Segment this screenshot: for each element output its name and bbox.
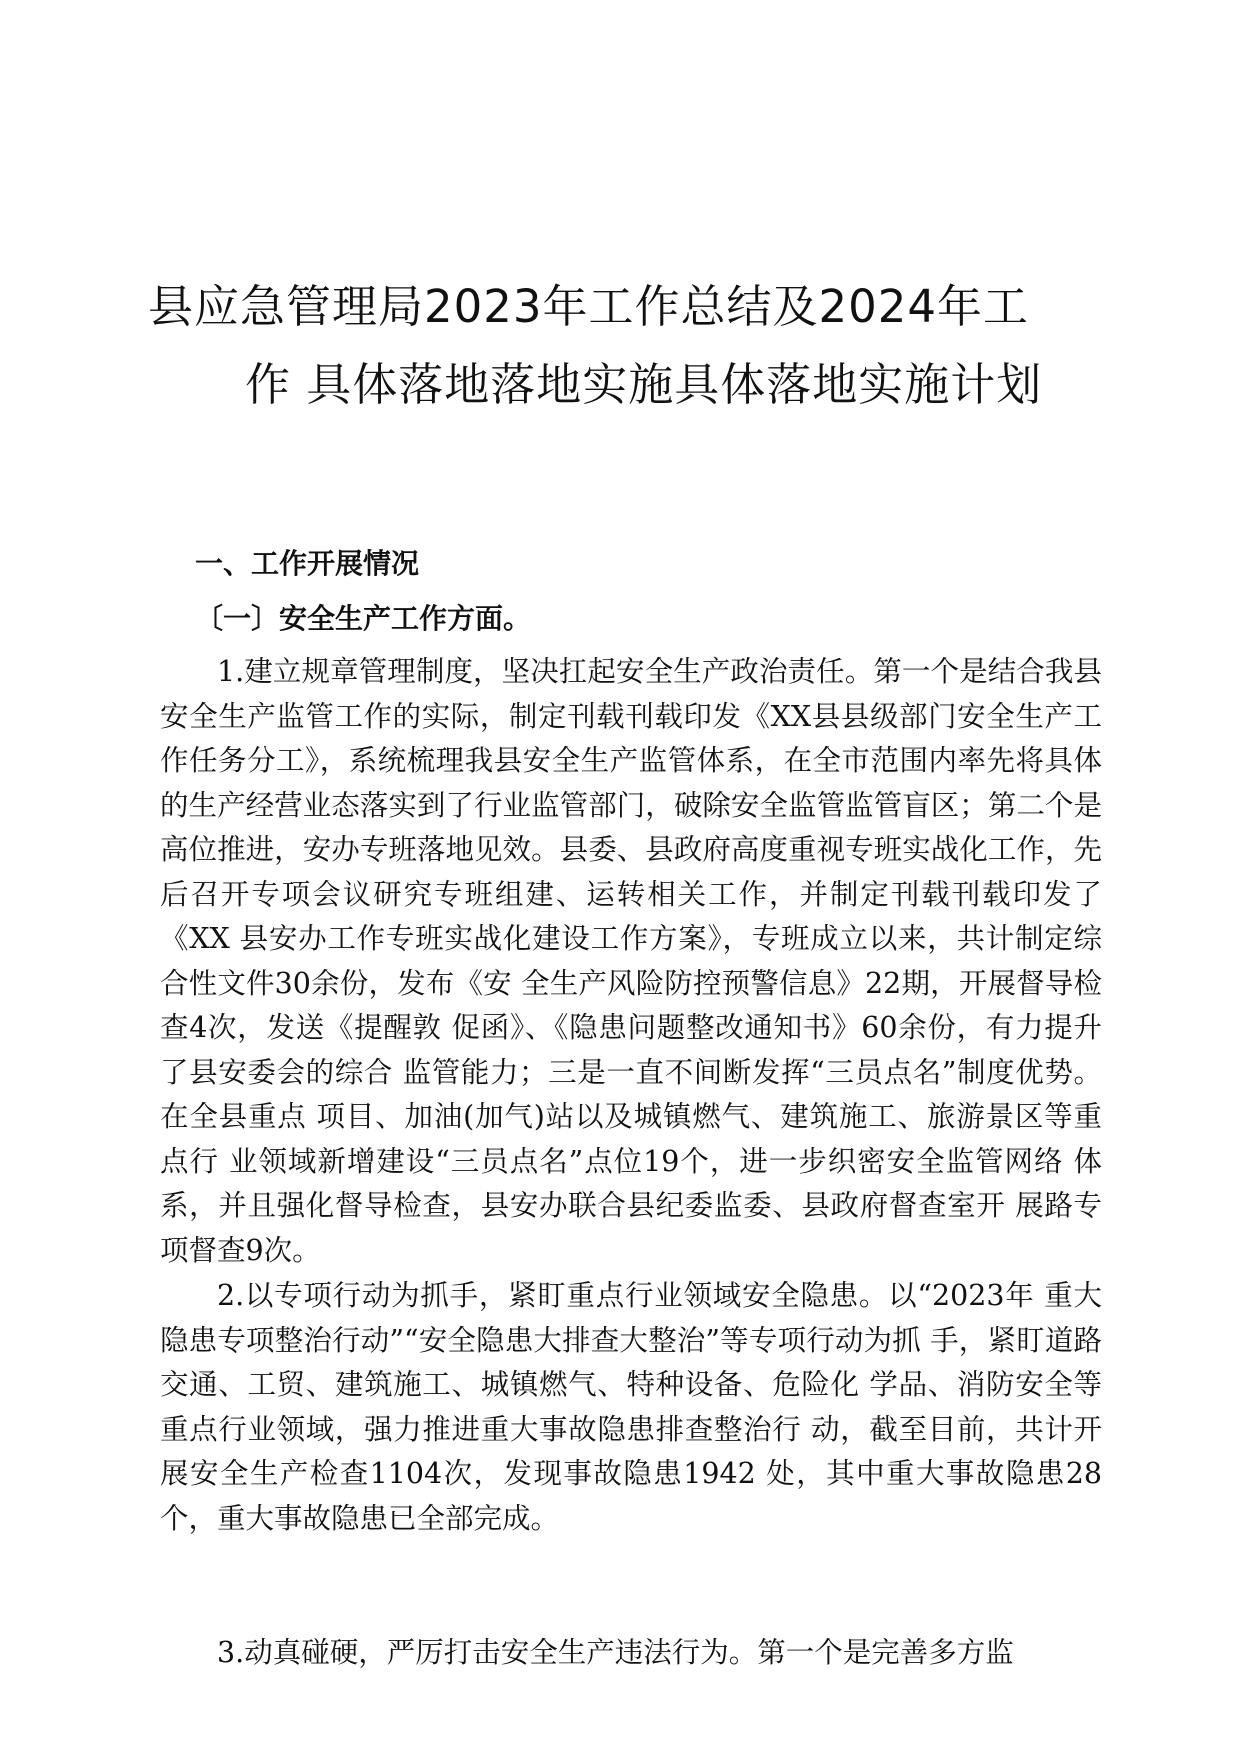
paragraph-2: 2.以专项行动为抓手，紧盯重点行业领域安全隐患。以“2023年 重大隐患专项整治行动”“安全隐患大排查大整治”等专项行动为抓 手，紧盯道路交通、工贸、建筑施工、城镇燃气、特种设备、危险化 学品、消防安全等重点行业领域，强力推进重大事故隐患排查整治行 动，截至目前，共计开展安全生产检查1104次，发现事故隐患1942 处，其中重大事故隐患28个，重大事故隐患已全部完成。: [160, 1279, 1102, 1535]
subsection-heading: 〔一〕安全生产工作方面。: [195, 602, 532, 635]
document-title-line-2: 作 具体落地落地实施具体落地实施计划: [245, 358, 1043, 412]
document-title: [130, 268, 1110, 424]
section-heading: 一、工作开展情况: [195, 547, 420, 580]
paragraph-3: 3.动真碰硬，严厉打击安全生产违法行为。第一个是完善多方监: [217, 1636, 1014, 1669]
paragraph-1: 1.建立规章管理制度，坚决扛起安全生产政治责任。第一个是结合我县安全生产监管工作的实际，制定刊载刊载印发《XX县县级部门安全生产工作任务分工》，系统梳理我县安全生产监管体系，在全市范围内率先将具体的生产经营业态落实到了行业监管部门，破除安全监管监管盲区；第二个是高位推进，安办专班落地见效。县委、县政府高度重视专班实战化工作，先后召开专项会议研究专班组建、运转相关工作，并制定刊载刊载印发了《XX 县安办工作专班实战化建设工作方案》，专班成立以来，共计制定综合性文件30余份，发布《安 全生产风险防控预警信息》22期，开展督导检查4次，发送《提醒敦 促函》、《隐患问题整改通知书》60余份，有力提升了县安委会的综合 监管能力；三是一直不间断发挥“三员点名”制度优势。在全县重点 项目、加油(加气)站以及城镇燃气、建筑施工、旅游景区等重点行 业领域新增建设“三员点名”点位19个，进一步织密安全监管网络 体系，并且强化督导检查，县安办联合县纪委监委、县政府督查室开 展路专项督查9次。: [160, 655, 1102, 1267]
document-title-line-1: 县应急管理局2023年工作总结及2024年工: [148, 280, 1030, 334]
